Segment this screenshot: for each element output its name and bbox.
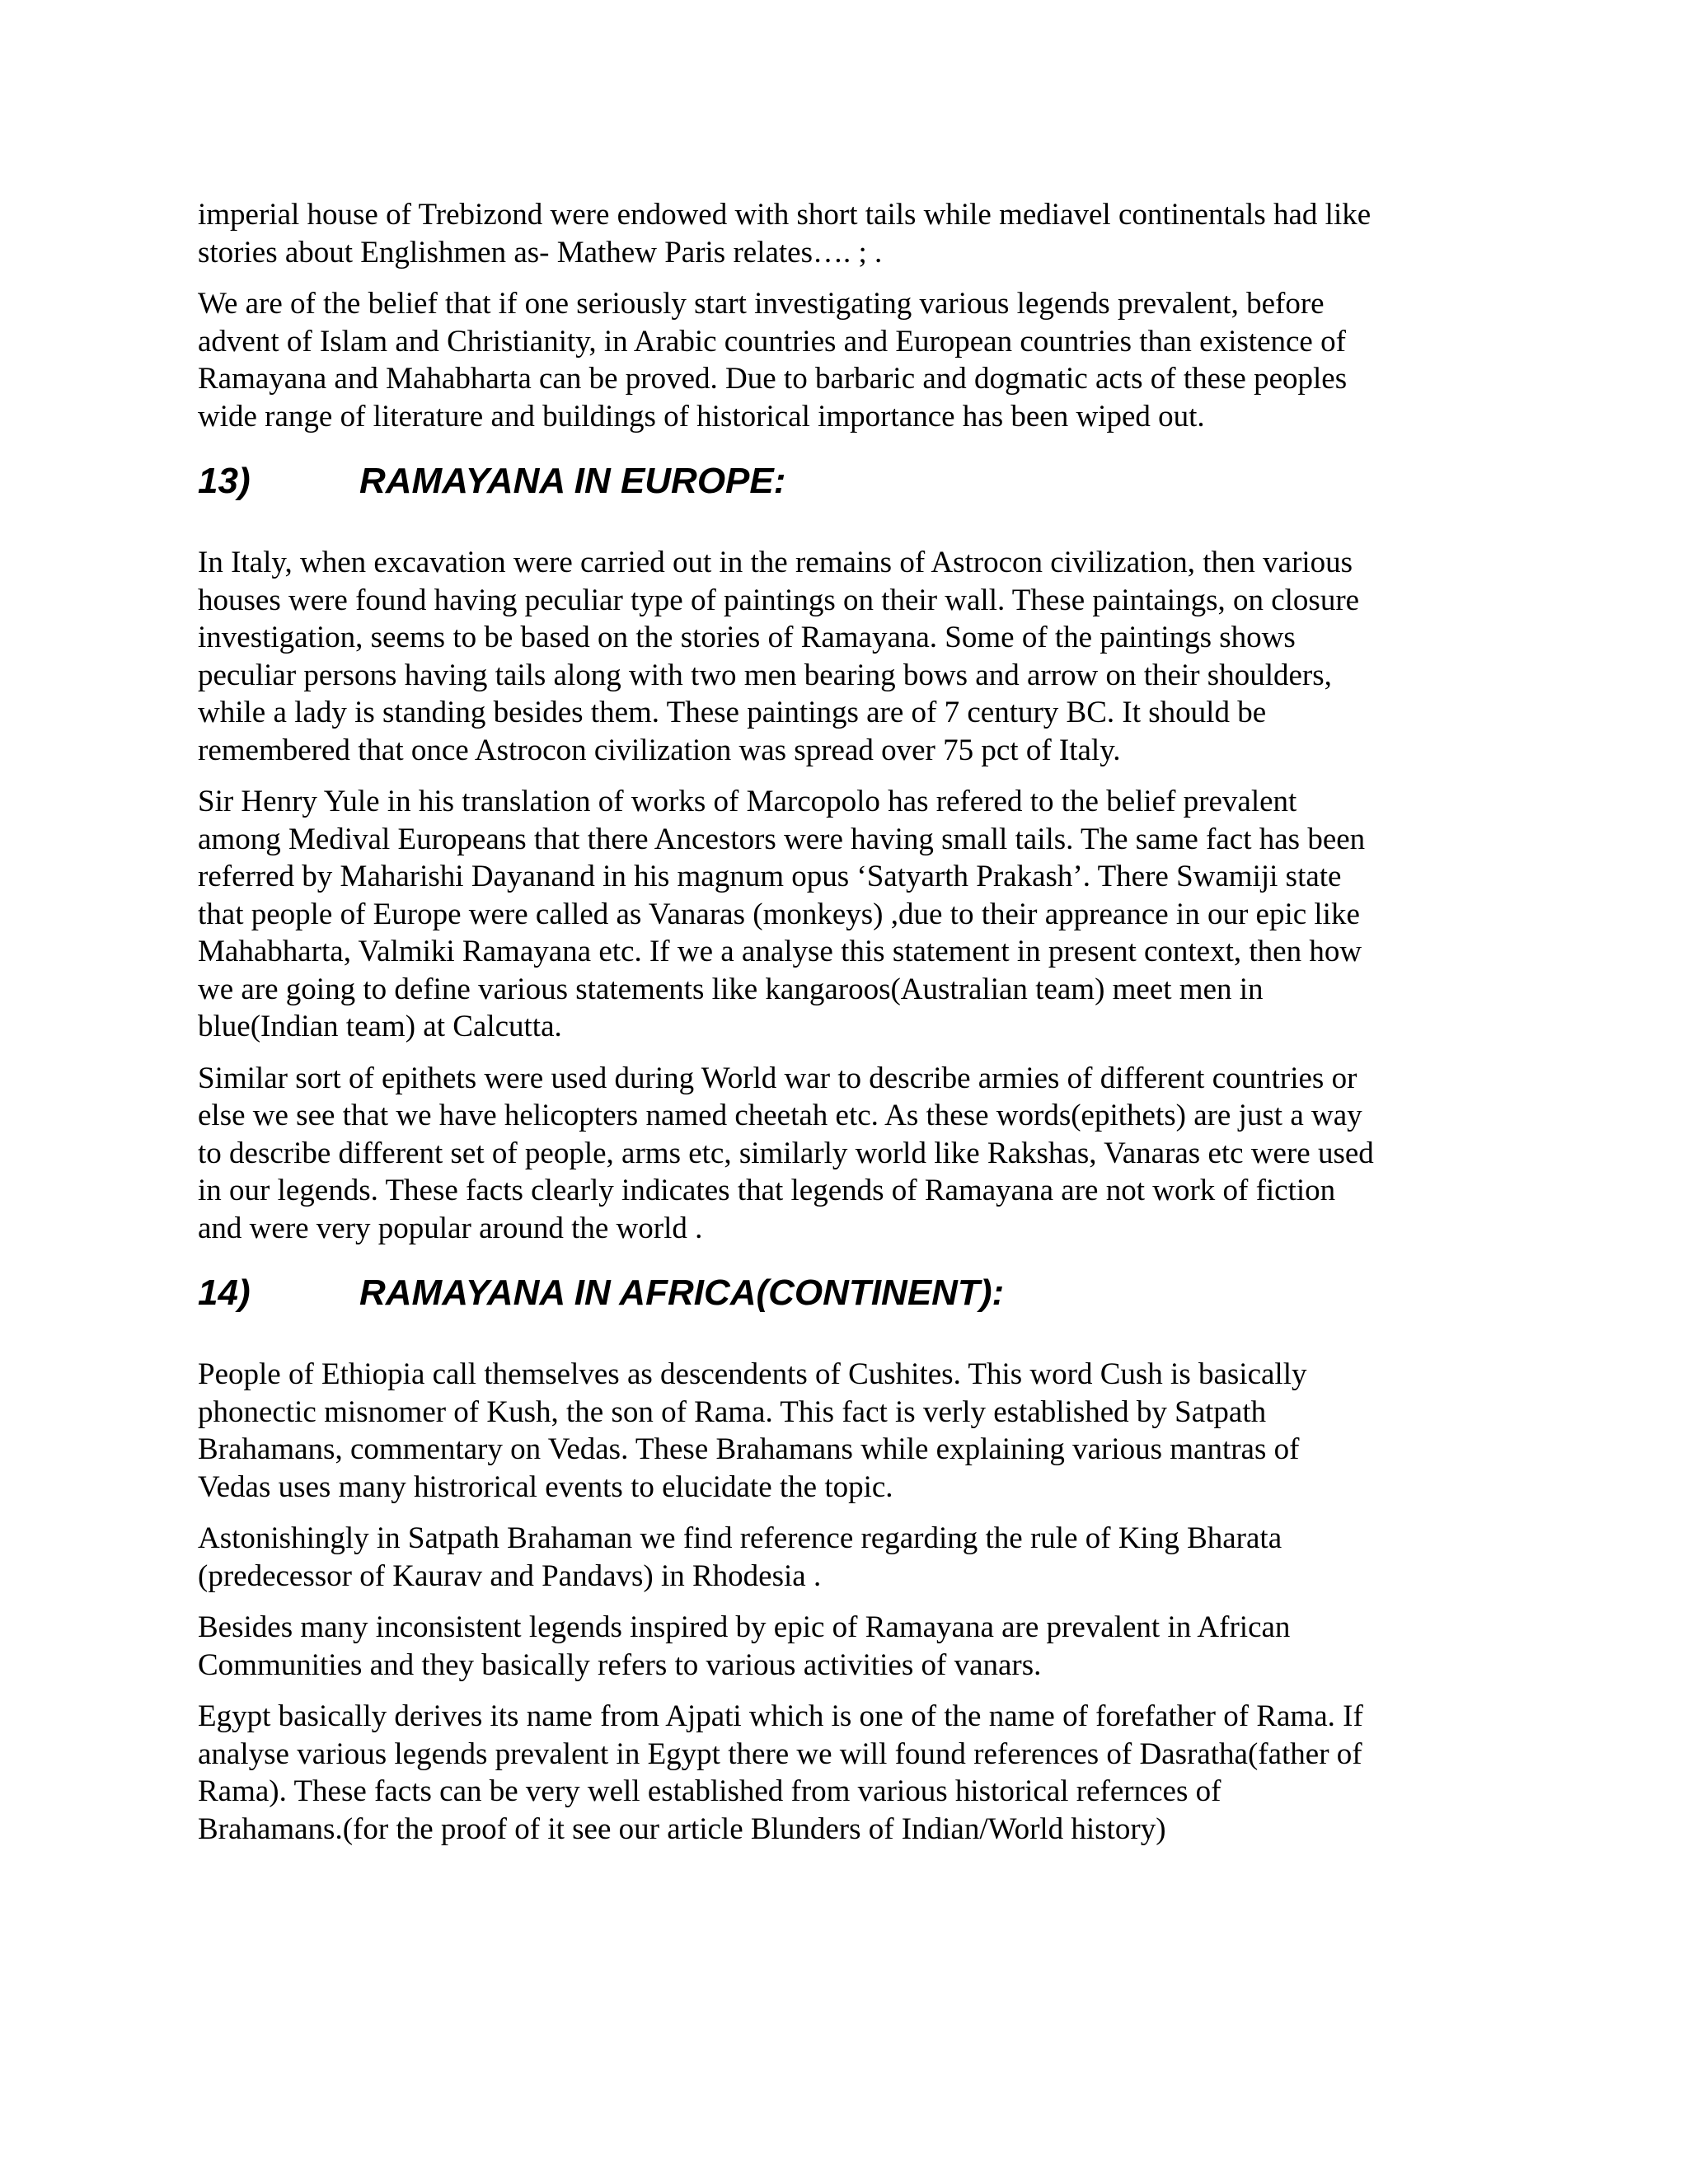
paragraph-african-legends: Besides many inconsistent legends inspired by epic of Ramayana are prevalent in African Communities and they basically refers to various activities of vanars.	[198, 1610, 1291, 1682]
section-heading-14	[198, 1272, 1500, 1315]
paragraph-henry-yule: Sir Henry Yule in his translation of works of Marcopolo has refered to the belief prevalent among Medival Europeans that there Ancestors were having small tails. The same fact has been referred by Maharishi Dayanand in his magnum opus ‘Satyarth Prakash’. There Swamiji state that people of Europe were called as Vanaras (monkeys) ,due to their appreance in our epic like Mahabharta, Valmiki Ramayana etc. If we a analyse this statement in present context, then how we are going to define various statements like kangaroos(Australian team) meet men in blue(Indian team) at Calcutta.	[198, 785, 1366, 1043]
paragraph-ethiopia: People of Ethiopia call themselves as descendents of Cushites. This word Cush is basically phonectic misnomer of Kush, the son of Rama. This fact is verly established by Satpath Brahamans, commentary on Vedas. These Brahamans while explaining various mantras of Vedas uses many histrorical events to elucidate the topic.	[198, 1357, 1307, 1504]
paragraph-italy: In Italy, when excavation were carried out in the remains of Astrocon civilization, then various houses were found having peculiar type of paintings on their wall. These paintaings, on closure investigation, seems to be based on the stories of Ramayana. Some of the paintings shows peculiar persons having tails along with two men bearing bows and arrow on their shoulders, while a lady is standing besides them. These paintings are of 7 century BC. It should be remembered that once Astrocon civilization was spread over 75 pct of Italy.	[198, 546, 1360, 767]
paragraph-satpath-brahaman: Astonishingly in Satpath Brahaman we find reference regarding the rule of King Bharata (predecessor of Kaurav and Pandavs) in Rhodesia .	[198, 1521, 1282, 1593]
section-title: RAMAYANA IN AFRICA(CONTINENT):	[359, 1272, 1005, 1313]
section-heading-13	[198, 460, 1500, 503]
paragraph-trebizond: imperial house of Trebizond were endowed with short tails while mediavel continentals had like stories about Englishmen as- Mathew Paris relates…. ; .	[198, 198, 1372, 269]
paragraph-belief: We are of the belief that if one seriously start investigating various legends prevalent, before advent of Islam and Christianity, in Arabic countries and European countries than existence of Ramayana and Mahabharta can be proved. Due to barbaric and dogmatic acts of these peoples wide range of literature and buildings of historical importance has been wiped out.	[198, 287, 1348, 434]
paragraph-egypt: Egypt basically derives its name from Ajpati which is one of the name of forefather of Rama. If analyse various legends prevalent in Egypt there we will found references of Dasratha(father of Rama). These facts can be very well established from various historical refernces of Brahamans.(for the proof of it see our article Blunders of Indian/World history)	[198, 1699, 1363, 1846]
section-number: 13)	[198, 461, 251, 501]
section-number: 14)	[198, 1272, 251, 1313]
section-title: RAMAYANA IN EUROPE:	[359, 461, 786, 501]
paragraph-epithets: Similar sort of epithets were used during World war to describe armies of different countries or else we see that we have helicopters named cheetah etc. As these words(epithets) are just a way to describe different set of people, arms etc, similarly world like Rakshas, Vanaras etc were used in our legends. These facts clearly indicates that legends of Ramayana are not work of fiction and were very popular around the world .	[198, 1061, 1374, 1245]
document-page	[198, 196, 1500, 1862]
